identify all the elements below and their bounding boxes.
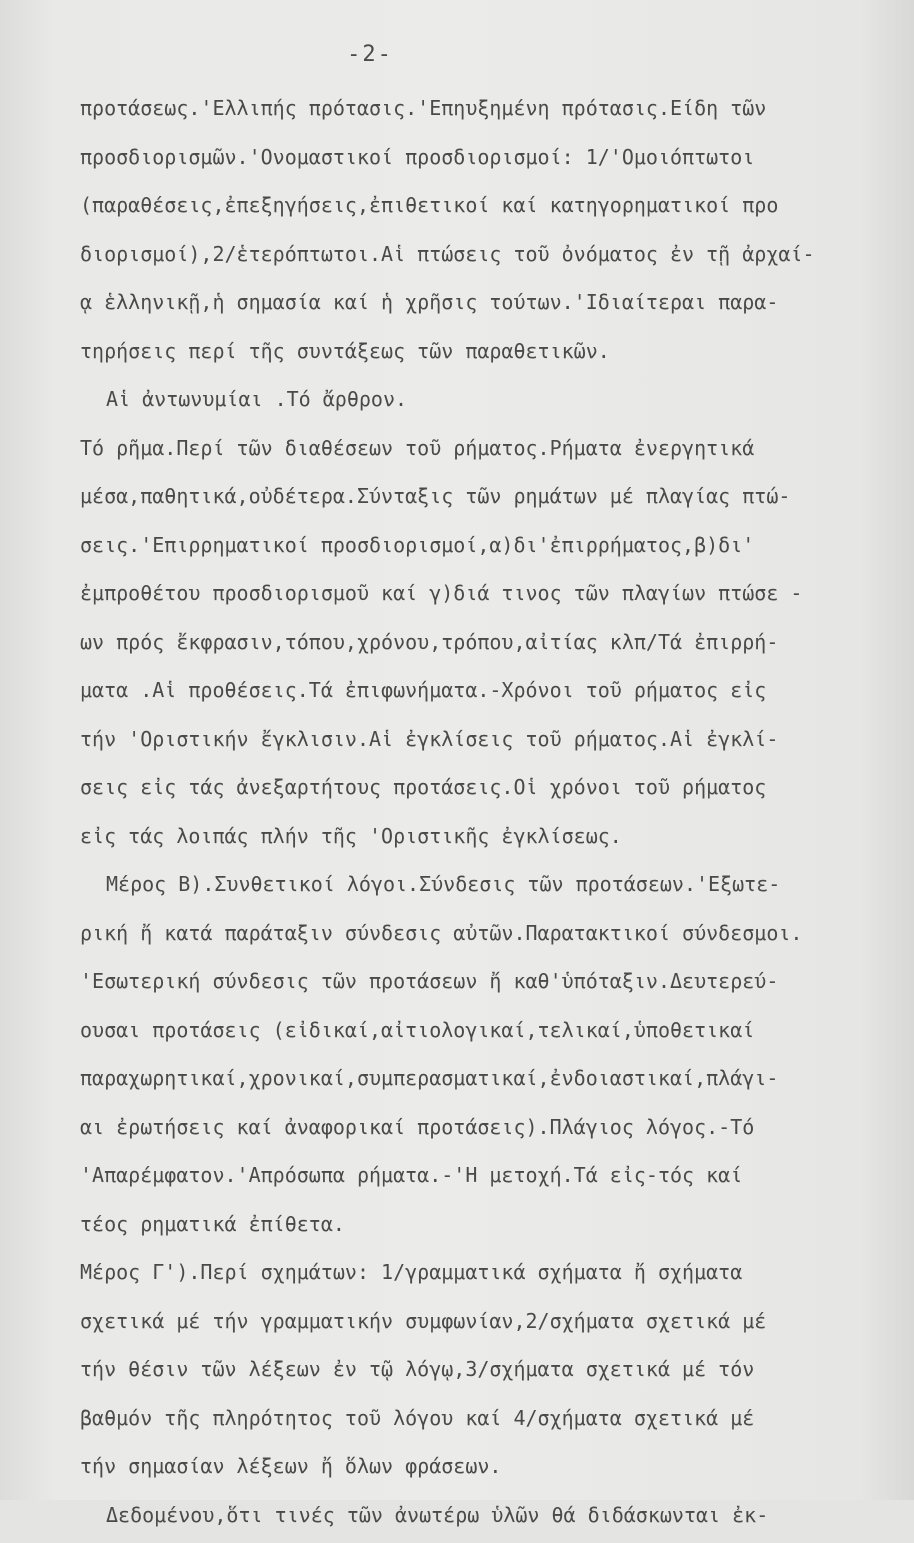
text-line: ματα .Αἱ προθέσεις.Τά ἐπιφωνήματα.-Χρόνοι τοῦ ρήματος εἰς: [80, 670, 880, 719]
text-line: ουσαι προτάσεις (εἰδικαί,αἰτιολογικαί,τελικαί,ὑποθετικαί: [80, 1010, 880, 1059]
text-line: τήν θέσιν τῶν λέξεων ἐν τῷ λόγῳ,3/σχήματα σχετικά μέ τόν: [80, 1349, 880, 1398]
text-line: Μέρος Γ').Περί σχημάτων: 1/γραμματικά σχήματα ἤ σχήματα: [80, 1252, 880, 1301]
text-line: σεις.'Επιρρηματικοί προσδιορισμοί,α)δι'ἐπιρρήματος,β)δι': [80, 525, 880, 574]
page-number: -2-: [0, 42, 740, 67]
text-line: ρική ἤ κατά παράταξιν σύνδεσις αὐτῶν.Παρατακτικοί σύνδεσμοι.: [80, 913, 880, 962]
text-line: παραχωρητικαί,χρονικαί,συμπερασματικαί,ἐνδοιαστικαί,πλάγι-: [80, 1058, 880, 1107]
text-line: Μέρος Β).Συνθετικοί λόγοι.Σύνδεσις τῶν προτάσεων.'Εξωτε-: [80, 864, 880, 913]
text-line: σχετικά μέ τήν γραμματικήν συμφωνίαν,2/σχήματα σχετικά μέ: [80, 1301, 880, 1350]
text-line: τέος ρηματικά ἐπίθετα.: [80, 1204, 880, 1253]
text-line: διορισμοί),2/ἑτερόπτωτοι.Αἱ πτώσεις τοῦ ὀνόματος ἐν τῇ ἀρχαί-: [80, 234, 880, 283]
text-line: προσδιορισμῶν.'Ονομαστικοί προσδιορισμοί: 1/'Ομοιόπτωτοι: [80, 137, 880, 186]
text-line: (παραθέσεις,ἐπεξηγήσεις,ἐπιθετικοί καί κατηγορηματικοί προ: [80, 185, 880, 234]
text-line: βαθμόν τῆς πληρότητος τοῦ λόγου καί 4/σχήματα σχετικά μέ: [80, 1398, 880, 1447]
text-line: προτάσεως.'Ελλιπής πρότασις.'Επηυξημένη πρότασις.Είδη τῶν: [80, 88, 880, 137]
text-line: Δεδομένου,ὅτι τινές τῶν ἀνωτέρω ὑλῶν θά διδάσκωνται ἐκ-: [80, 1495, 880, 1543]
text-line: μέσα,παθητικά,οὐδέτερα.Σύνταξις τῶν ρημάτων μέ πλαγίας πτώ-: [80, 476, 880, 525]
text-line: σεις εἰς τάς ἀνεξαρτήτους προτάσεις.Οἱ χρόνοι τοῦ ρήματος: [80, 767, 880, 816]
text-line: εἰς τάς λοιπάς πλήν τῆς 'Οριστικῆς ἐγκλίσεως.: [80, 816, 880, 865]
text-line: Αἱ ἀντωνυμίαι .Τό ἄρθρον.: [80, 379, 880, 428]
text-line: ᾳ ἑλληνικῇ,ἡ σημασία καί ἡ χρῆσις τούτων.'Ιδιαίτεραι παρα-: [80, 282, 880, 331]
text-line: αι ἐρωτήσεις καί ἀναφορικαί προτάσεις).Πλάγιος λόγος.-Τό: [80, 1107, 880, 1156]
text-line: 'Εσωτερική σύνδεσις τῶν προτάσεων ἤ καθ'ὑπόταξιν.Δευτερεύ-: [80, 961, 880, 1010]
text-line: ἐμπροθέτου προσδιορισμοῦ καί γ)διά τινος τῶν πλαγίων πτώσε -: [80, 573, 880, 622]
body-text: [80, 88, 880, 1543]
text-line: τήν σημασίαν λέξεων ἤ ὅλων φράσεων.: [80, 1446, 880, 1495]
text-line: 'Απαρέμφατον.'Απρόσωπα ρήματα.-'Η μετοχή.Τά εἰς-τός καί: [80, 1155, 880, 1204]
text-line: ων πρός ἔκφρασιν,τόπου,χρόνου,τρόπου,αἰτίας κλπ/Τά ἐπιρρή-: [80, 622, 880, 671]
text-line: Τό ρῆμα.Περί τῶν διαθέσεων τοῦ ρήματος.Ρήματα ἐνεργητικά: [80, 428, 880, 477]
text-line: τηρήσεις περί τῆς συντάξεως τῶν παραθετικῶν.: [80, 331, 880, 380]
text-line: τήν 'Οριστικήν ἔγκλισιν.Αἱ ἐγκλίσεις τοῦ ρήματος.Αἱ ἐγκλί-: [80, 719, 880, 768]
